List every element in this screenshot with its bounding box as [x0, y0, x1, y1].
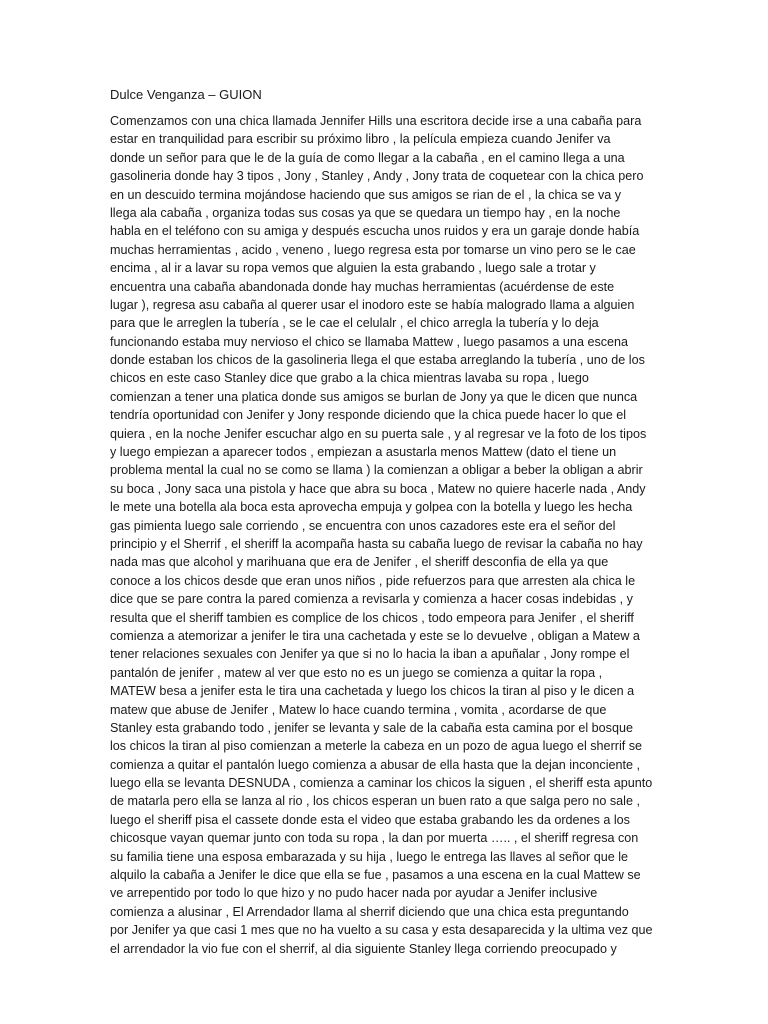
body-text-line: luego ella se levanta DESNUDA , comienza a caminar los chicos la siguen , el sheriff esta apunto — [110, 776, 653, 791]
body-text-line: luego el sheriff pisa el cassete donde esta el video que estaba grabando les da ordenes a los — [110, 812, 630, 827]
body-text-line: le mete una botella ala boca esta aprovecha empuja y golpea con la botella y luego les hecha — [110, 500, 633, 515]
body-text-line: tener relaciones sexuales con Jenifer ya que si no lo hacia la iban a apuñalar , Jony rompe el — [110, 647, 630, 662]
body-text-line: MATEW besa a jenifer esta le tira una cachetada y luego los chicos la tiran al piso y le dicen a — [110, 684, 635, 699]
body-text-line: estar en tranquilidad para escribir su próximo libro , la película empieza cuando Jenifer va — [110, 132, 611, 147]
body-text-line: donde estaban los chicos de la gasolineria llega el que estaba arreglando la tubería , uno de los — [110, 353, 645, 368]
body-text-line: nada mas que alcohol y marihuana que era de Jenifer , el sheriff desconfia de ella ya que — [110, 555, 609, 570]
body-text-line: los chicos la tiran al piso comienzan a meterle la cabeza en un pozo de agua luego el sherrif se — [110, 739, 643, 754]
body-text-line: el arrendador la vio fue con el sherrif, al dia siguiente Stanley llega corriendo preocupado y — [110, 941, 617, 956]
body-text-line: conoce a los chicos desde que eran unos niños , pide refuerzos para que arresten ala chica le — [110, 573, 636, 588]
document-title: Dulce Venganza – GUION — [110, 87, 262, 102]
body-text-line: funcionando estaba muy nervioso el chico se llamaba Mattew , luego pasamos a una escena — [110, 334, 629, 349]
body-text-line: llega ala cabaña , organiza todas sus cosas ya que se quedara un tiempo hay , en la noche — [110, 205, 621, 220]
body-text-line: Comenzamos con una chica llamada Jennifer Hills una escritora decide irse a una cabaña para — [110, 114, 642, 128]
body-text-line: matew que abuse de Jenifer , Matew lo hace cuando termina , vomita , acordarse de que — [110, 702, 607, 717]
document-body — [110, 112, 670, 958]
body-text-line: en un descuido termina mojándose haciendo que sus amigos se rian de el , la chica se va y — [110, 187, 622, 202]
body-text-line: chicosque vayan quemar junto con toda su ropa , la dan por muerta ….. , el sheriff regresa con — [110, 831, 639, 846]
body-text-line: por Jenifer ya que casi 1 mes que no ha vuelto a su casa y esta desaparecida y la ultima vez que — [110, 923, 653, 938]
body-text-line: comienza a atemorizar a jenifer le tira una cachetada y este se lo devuelve , obligan a Matew a — [110, 628, 640, 643]
body-text-line: resulta que el sheriff tambien es complice de los chicos , todo empeora para Jenifer , el sheriff — [110, 610, 634, 625]
body-text-line: comienzan a tener una platica donde sus amigos se burlan de Jony ya que le dicen que nunca — [110, 389, 638, 404]
body-text-line: comienza a alusinar , El Arrendador llama al sherrif diciendo que una chica esta preguntando — [110, 904, 629, 919]
body-text-line: encima , al ir a lavar su ropa vemos que alguien la esta grabando , luego sale a trotar y — [110, 261, 596, 276]
body-text-line: encuentra una cabaña abandonada donde hay muchas herramientas (acuérdense de este — [110, 279, 615, 294]
body-text-line: de matarla pero ella se lanza al rio , los chicos esperan un buen rato a que salga pero no sale , — [110, 794, 640, 809]
body-text-line: ve arrepentido por todo lo que hizo y no pudo hacer nada por ayudar a Jenifer inclusive — [110, 886, 598, 901]
body-text-line: gasolineria donde hay 3 tipos , Jony , Stanley , Andy , Jony trata de coquetear con la chica pero — [110, 169, 644, 184]
body-text-line: su familia tiene una esposa embarazada y su hija , luego le entrega las llaves al señor que le — [110, 849, 629, 864]
body-text-line: muchas herramientas , acido , veneno , luego regresa esta por tomarse un vino pero se le cae — [110, 242, 636, 257]
body-text-line: su boca , Jony saca una pistola y hace que abra su boca , Matew no quiere hacerle nada , Andy — [110, 481, 646, 496]
body-text-line: chicos en este caso Stanley dice que grabo a la chica mientras lavaba su ropa , luego — [110, 371, 589, 386]
body-text-line: comienza a quitar el pantalón luego comienza a abusar de ella hasta que la dejan inconciente , — [110, 757, 640, 772]
body-text-line: dice que se pare contra la pared comienza a revisarla y comienza a hacer cosas indebidas , y — [110, 592, 633, 607]
body-text-line: principio y el Sherrif , el sheriff la acompaña hasta su cabaña luego de revisar la cabaña no hay — [110, 536, 643, 551]
body-text-line: quiera , en la noche Jenifer escuchar algo en su puerta sale , y al regresar ve la foto de los tipos — [110, 426, 647, 441]
body-text-line: alquilo la cabaña a Jenifer le dice que ella se fue , pasamos a una escena en la cual Mattew se — [110, 868, 641, 883]
body-text-line: gas pimienta luego sale corriendo , se encuentra con unos cazadores este era el señor del — [110, 518, 616, 533]
body-text-line: lugar ), regresa asu cabaña al querer usar el inodoro este se había malogrado llama a alguien — [110, 297, 635, 312]
body-text-line: habla en el teléfono con su amiga y después escucha unos ruidos y era un garaje donde había — [110, 224, 640, 239]
body-text-line: donde un señor para que le de la guía de como llegar a la cabaña , en el camino llega a una — [110, 150, 625, 165]
body-text-line: pantalón de jenifer , matew al ver que esto no es un juego se comienza a quitar la ropa , — [110, 665, 603, 680]
body-text-line: y luego empiezan a aparecer todos , empiezan a asustarla menos Mattew (dato el tiene un — [110, 445, 617, 460]
body-text-line: para que le arreglen la tubería , se le cae el celulalr , el chico arregla la tubería y lo deja — [110, 316, 599, 331]
body-text-line: tendría oportunidad con Jenifer y Jony responde diciendo que la chica puede hacer lo que el — [110, 408, 626, 423]
body-text-line: problema mental la cual no se como se llama ) la comienzan a obligar a beber la obligan a abrir — [110, 463, 643, 478]
body-text-line: Stanley esta grabando todo , jenifer se levanta y sale de la cabaña esta camina por el bosque — [110, 720, 633, 735]
